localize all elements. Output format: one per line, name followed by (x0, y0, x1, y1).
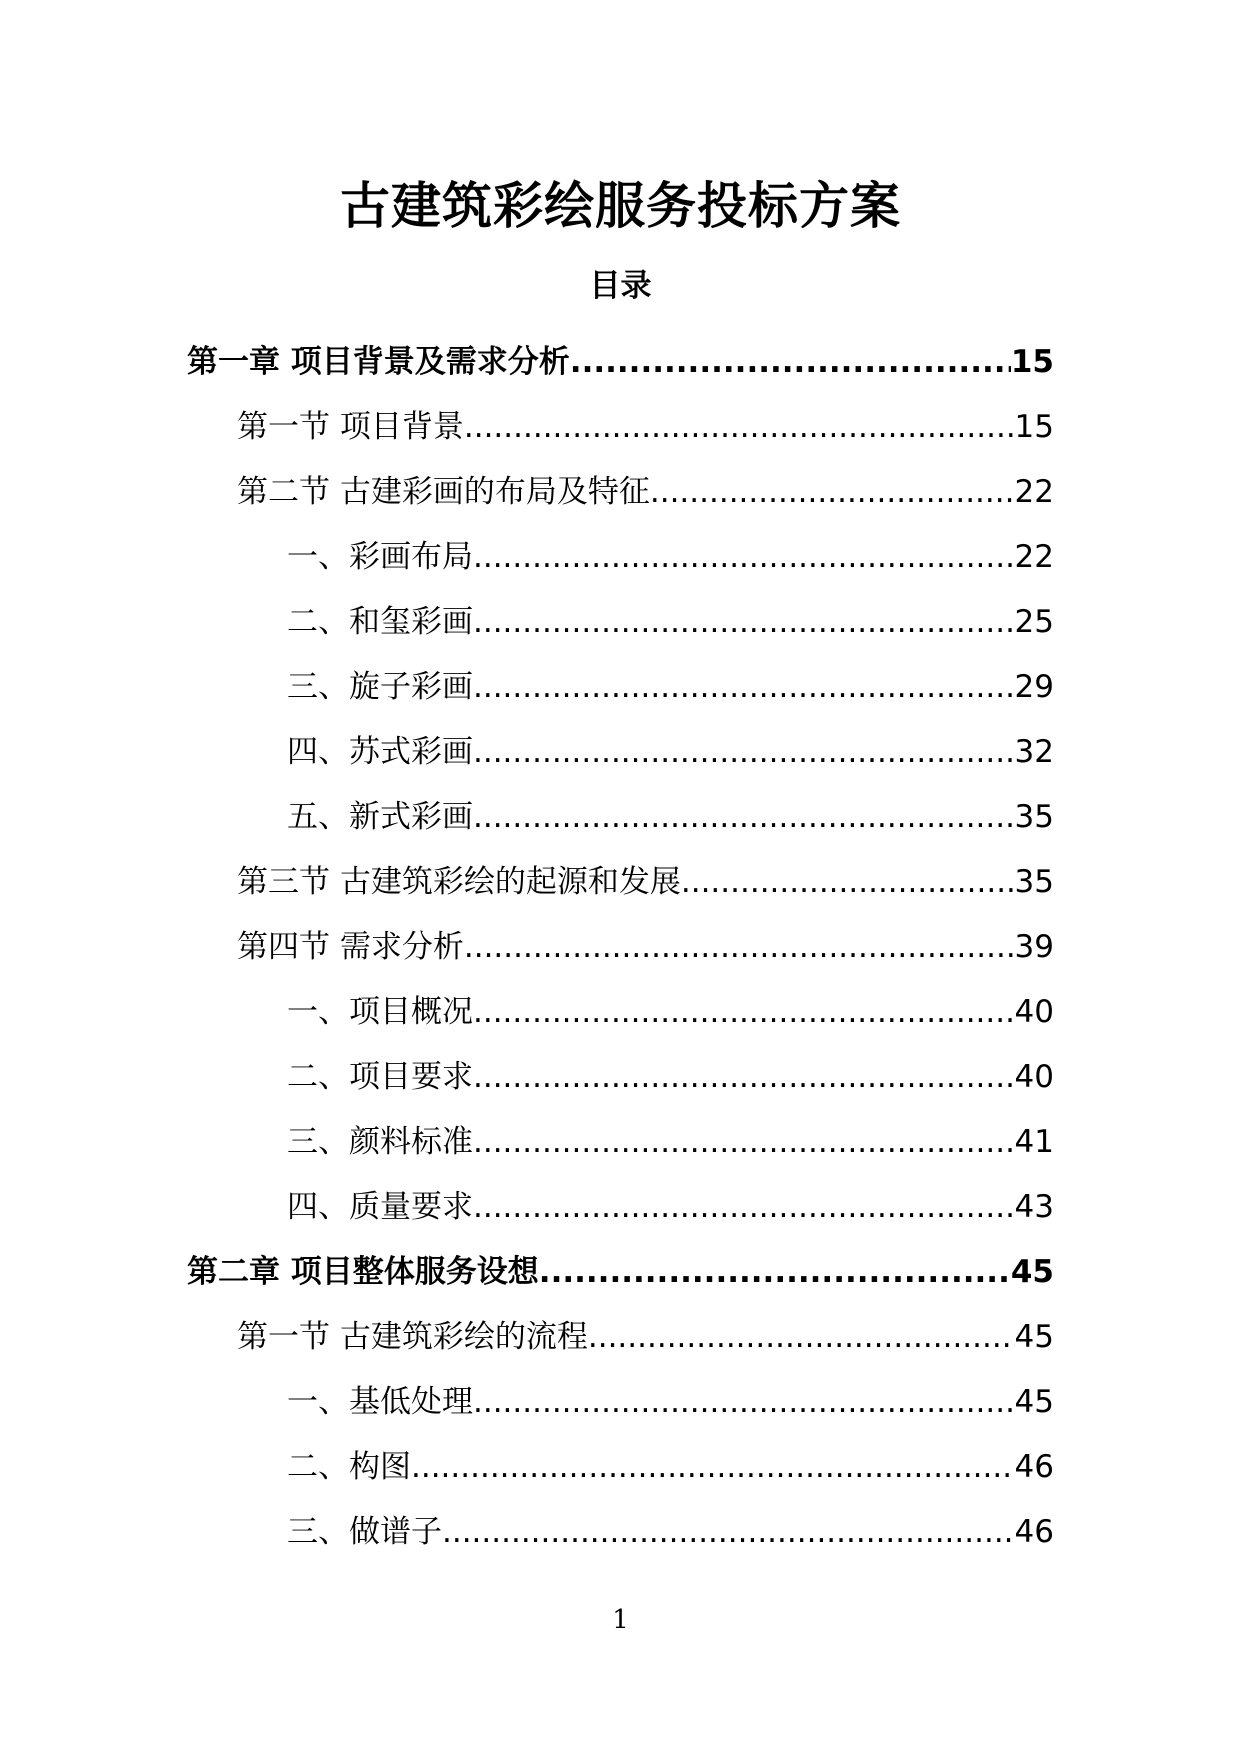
toc-entry-page: 29 (1014, 668, 1054, 705)
toc-entry-subsection[interactable] (0, 1109, 1241, 1174)
toc-leader-dots (473, 537, 1015, 577)
toc-entry-page: 39 (1014, 928, 1054, 965)
toc-entry-section[interactable] (0, 849, 1241, 914)
toc-leader-dots (473, 602, 1015, 642)
toc-entry-label: 第三节 古建筑彩绘的起源和发展 (237, 863, 681, 900)
toc-leader-dots (473, 667, 1015, 707)
toc-entry-label: 三、颜料标准 (287, 1123, 473, 1160)
toc-entry-chapter-2[interactable] (0, 1239, 1241, 1304)
toc-entry-label: 二、项目要求 (287, 1058, 473, 1095)
toc-entry-subsection[interactable] (0, 589, 1241, 654)
toc-entry-page: 25 (1014, 603, 1054, 640)
toc-entry-label: 一、彩画布局 (287, 538, 473, 575)
toc-leader-dots (464, 407, 1015, 447)
toc-entry-subsection[interactable] (0, 654, 1241, 719)
toc-entry-page: 40 (1014, 1058, 1054, 1095)
toc-entry-label: 第二章 项目整体服务设想 (187, 1253, 539, 1290)
toc-entry-page: 35 (1014, 863, 1054, 900)
toc-entry-section[interactable] (0, 914, 1241, 979)
toc-entry-subsection[interactable] (0, 719, 1241, 784)
toc-entry-label: 四、质量要求 (287, 1188, 473, 1225)
toc-entry-subsection[interactable] (0, 1369, 1241, 1434)
toc-leader-dots (473, 732, 1015, 772)
toc-entry-page: 15 (1010, 343, 1054, 380)
toc-entry-page: 22 (1014, 473, 1054, 510)
toc-heading: 目录 (589, 268, 652, 304)
toc-leader-dots (473, 1187, 1015, 1227)
toc-leader-dots (681, 862, 1015, 902)
toc-entry-subsection[interactable] (0, 784, 1241, 849)
toc-entry-label: 三、旋子彩画 (287, 668, 473, 705)
toc-entry-label: 三、做谱子 (287, 1513, 442, 1550)
toc-leader-dots (473, 1057, 1015, 1097)
toc-entry-label: 四、苏式彩画 (287, 733, 473, 770)
toc-entry-page: 45 (1014, 1318, 1054, 1355)
toc-entry-label: 第二节 古建彩画的布局及特征 (237, 473, 650, 510)
toc-entry-subsection[interactable] (0, 979, 1241, 1044)
toc-leader-dots (473, 1382, 1015, 1422)
toc-entry-subsection[interactable] (0, 1499, 1241, 1564)
toc-entry-section[interactable] (0, 1304, 1241, 1369)
toc-entry-page: 46 (1014, 1448, 1054, 1485)
table-of-contents (0, 329, 1241, 1564)
toc-entry-page: 22 (1014, 538, 1054, 575)
toc-entry-page: 45 (1014, 1383, 1054, 1420)
toc-entry-subsection[interactable] (0, 1174, 1241, 1239)
toc-entry-page: 41 (1014, 1123, 1054, 1160)
toc-leader-dots (442, 1512, 1015, 1552)
toc-leader-dots (473, 1122, 1015, 1162)
document-title: 古建筑彩绘服务投标方案 (340, 177, 901, 235)
toc-entry-page: 32 (1014, 733, 1054, 770)
page-number: 1 (612, 1605, 629, 1635)
toc-entry-label: 一、项目概况 (287, 993, 473, 1030)
toc-entry-subsection[interactable] (0, 1434, 1241, 1499)
toc-leader-dots (539, 1252, 1011, 1292)
toc-leader-dots (464, 927, 1015, 967)
toc-leader-dots (473, 797, 1015, 837)
toc-entry-label: 第四节 需求分析 (237, 928, 464, 965)
toc-entry-section[interactable] (0, 459, 1241, 524)
toc-entry-label: 二、构图 (287, 1448, 411, 1485)
toc-entry-page: 15 (1014, 408, 1054, 445)
toc-entry-page: 43 (1014, 1188, 1054, 1225)
toc-entry-subsection[interactable] (0, 524, 1241, 589)
toc-leader-dots (411, 1447, 1015, 1487)
toc-entry-chapter-1[interactable] (0, 329, 1241, 394)
toc-leader-dots (570, 342, 1011, 382)
toc-entry-page: 46 (1014, 1513, 1054, 1550)
toc-entry-page: 40 (1014, 993, 1054, 1030)
toc-leader-dots (588, 1317, 1015, 1357)
toc-entry-section[interactable] (0, 394, 1241, 459)
toc-entry-label: 一、基低处理 (287, 1383, 473, 1420)
toc-entry-label: 五、新式彩画 (287, 798, 473, 835)
toc-leader-dots (650, 472, 1015, 512)
toc-entry-label: 二、和玺彩画 (287, 603, 473, 640)
toc-entry-label: 第一节 古建筑彩绘的流程 (237, 1318, 588, 1355)
toc-entry-page: 35 (1014, 798, 1054, 835)
toc-entry-page: 45 (1010, 1253, 1054, 1290)
toc-entry-subsection[interactable] (0, 1044, 1241, 1109)
toc-leader-dots (473, 992, 1015, 1032)
toc-entry-label: 第一章 项目背景及需求分析 (187, 343, 570, 380)
toc-entry-label: 第一节 项目背景 (237, 408, 464, 445)
